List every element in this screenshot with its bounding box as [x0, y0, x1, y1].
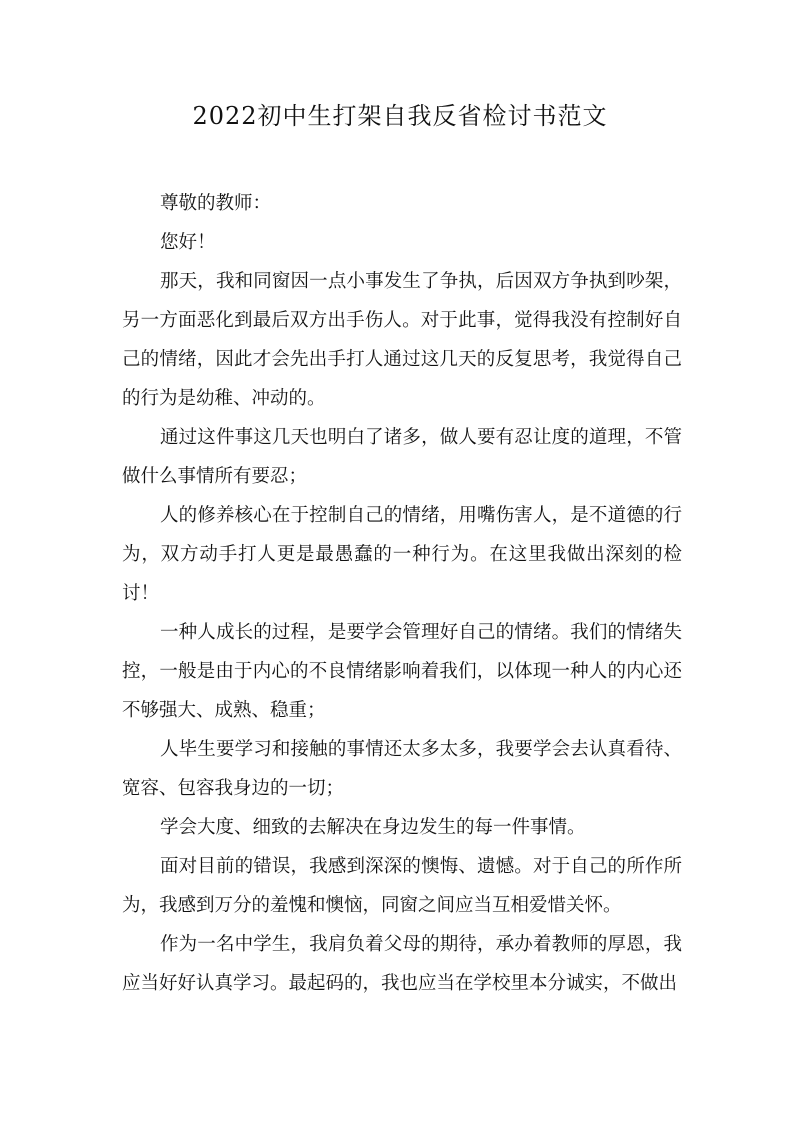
paragraph-1: 那天，我和同窗因一点小事发生了争执，后因双方争执到吵架，另一方面恶化到最后双方出手伤人。对于此事，觉得我没有控制好自己的情绪，因此才会先出手打人通过这几天的反复思考，我觉得自己的行为是幼稚、冲动的。	[122, 271, 682, 409]
paragraph-2: 通过这件事这几天也明白了诸多，做人要有忍让度的道理，不管做什么事情所有要忍；	[122, 427, 682, 487]
greeting: 您好！	[160, 232, 216, 253]
paragraph-4: 一种人成长的过程，是要学会管理好自己的情绪。我们的情绪失控，一般是由于内心的不良情绪影响着我们，以体现一种人的内心还不够强大、成熟、稳重；	[122, 622, 682, 721]
paragraph-6: 学会大度、细致的去解决在身边发生的每一件事情。	[160, 817, 586, 838]
paragraph-3: 人的修养核心在于控制自己的情绪，用嘴伤害人，是不道德的行为，双方动手打人更是最愚蠢的一种行为。在这里我做出深刻的检讨！	[122, 505, 682, 604]
salutation: 尊敬的教师：	[160, 193, 272, 214]
paragraph-8: 作为一名中学生，我肩负着父母的期待，承办着教师的厚恩，我应当好好认真学习。最起码的，我也应当在学校里本分诚实，不做出	[122, 934, 682, 994]
document-body	[122, 184, 682, 1003]
paragraph-7: 面对目前的错误，我感到深深的懊悔、遗憾。对于自己的所作所为，我感到万分的羞愧和懊恼，同窗之间应当互相爱惜关怀。	[122, 856, 682, 916]
paragraph-5: 人毕生要学习和接触的事情还太多太多，我要学会去认真看待、宽容、包容我身边的一切；	[122, 739, 682, 799]
document-title: 2022初中生打架自我反省检讨书范文	[192, 102, 608, 130]
